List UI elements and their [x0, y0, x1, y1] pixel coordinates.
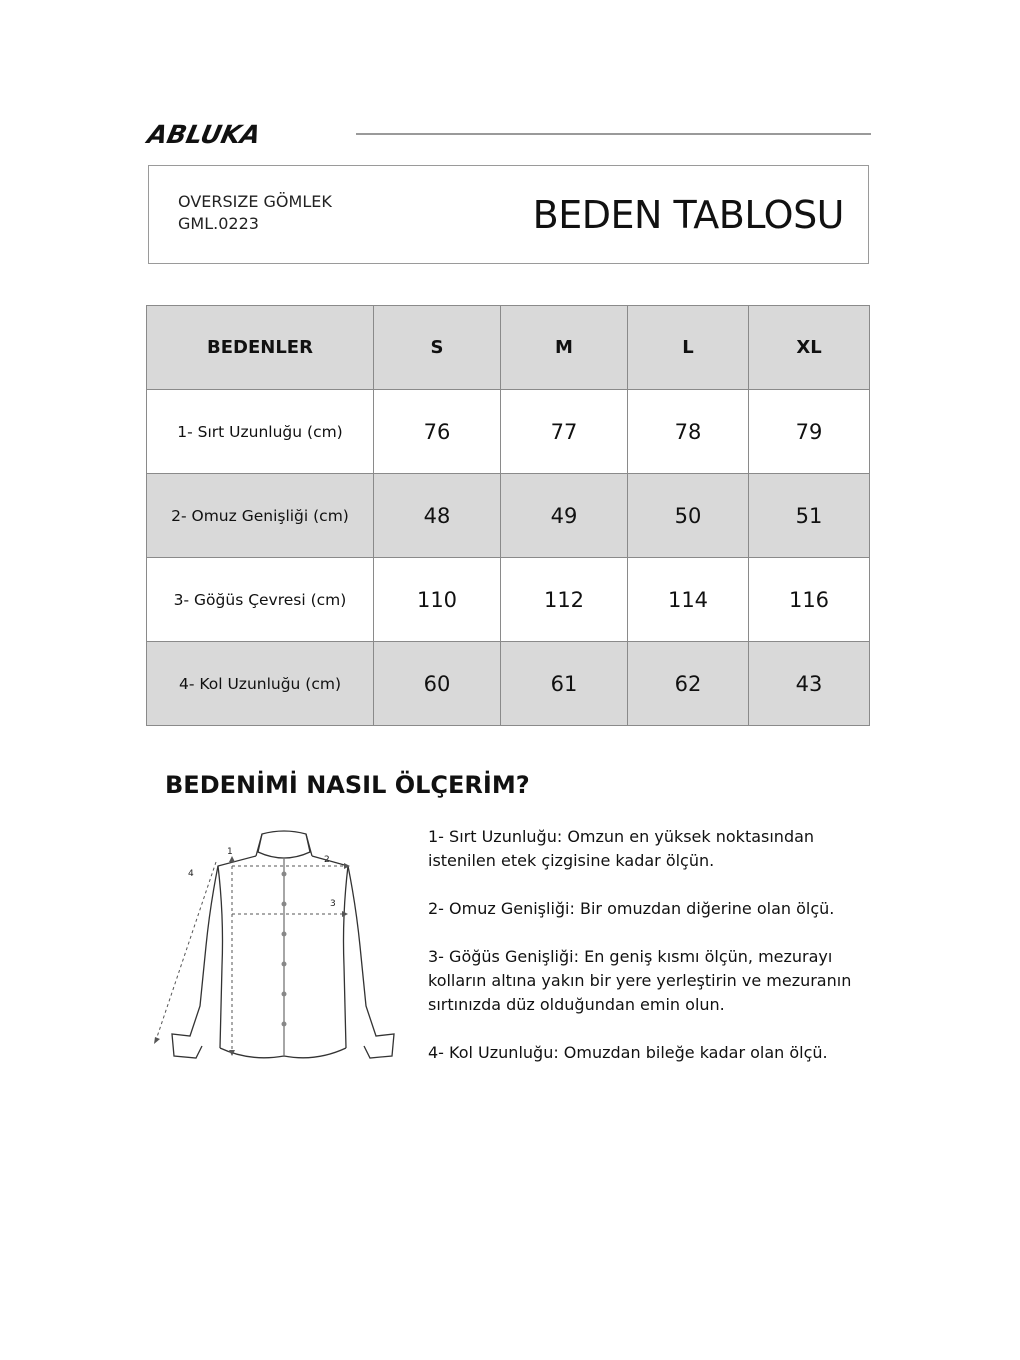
diagram-label-3: 3 — [330, 899, 336, 909]
table-cell: 48 — [374, 474, 501, 558]
table-cell: 114 — [628, 558, 749, 642]
size-table — [146, 305, 870, 726]
table-cell: 60 — [374, 642, 501, 726]
product-name: OVERSIZE GÖMLEK — [178, 192, 332, 211]
column-header-sizes: BEDENLER — [147, 306, 374, 390]
table-cell: 110 — [374, 558, 501, 642]
table-cell: 77 — [501, 390, 628, 474]
brand-logo: ABLUKA — [145, 120, 264, 149]
diagram-label-2: 2 — [324, 855, 330, 865]
row-label: 1- Sırt Uzunluğu (cm) — [147, 390, 374, 474]
diagram-label-4: 4 — [188, 869, 194, 879]
row-label: 3- Göğüs Çevresi (cm) — [147, 558, 374, 642]
table-row — [147, 474, 870, 558]
table-cell: 50 — [628, 474, 749, 558]
table-cell: 51 — [749, 474, 870, 558]
instruction-shoulder-width: 2- Omuz Genişliği: Bir omuzdan diğerine olan ölçü. — [428, 899, 835, 918]
row-label: 4- Kol Uzunluğu (cm) — [147, 642, 374, 726]
column-header-m: M — [501, 306, 628, 390]
instruction-chest-width: 3- Göğüs Genişliği: En geniş kısmı ölçün, mezurayı kolların altına yakın bir yere yerleştirin ve mezuranın sırtınızda düz olduğundan emin olun. — [428, 947, 852, 1014]
table-cell: 76 — [374, 390, 501, 474]
column-header-l: L — [628, 306, 749, 390]
table-cell: 43 — [749, 642, 870, 726]
table-cell: 62 — [628, 642, 749, 726]
table-cell: 61 — [501, 642, 628, 726]
table-header-row — [147, 306, 870, 390]
header-box — [148, 165, 869, 264]
column-header-xl: XL — [749, 306, 870, 390]
table-cell: 79 — [749, 390, 870, 474]
instruction-back-length: 1- Sırt Uzunluğu: Omzun en yüksek noktasından istenilen etek çizgisine kadar ölçün. — [428, 827, 815, 870]
product-code: GML.0223 — [178, 214, 259, 233]
shirt-measurement-diagram — [150, 826, 405, 1071]
table-row — [147, 390, 870, 474]
column-header-s: S — [374, 306, 501, 390]
page-title: BEDEN TABLOSU — [532, 193, 844, 237]
table-row — [147, 558, 870, 642]
measurement-instructions — [428, 825, 868, 1089]
row-label: 2- Omuz Genişliği (cm) — [147, 474, 374, 558]
table-row — [147, 642, 870, 726]
how-to-measure-title: BEDENİMİ NASIL ÖLÇERİM? — [165, 771, 530, 799]
header-divider — [356, 133, 871, 135]
diagram-label-1: 1 — [227, 847, 233, 857]
table-cell: 49 — [501, 474, 628, 558]
table-cell: 116 — [749, 558, 870, 642]
table-cell: 78 — [628, 390, 749, 474]
table-cell: 112 — [501, 558, 628, 642]
instruction-sleeve-length: 4- Kol Uzunluğu: Omuzdan bileğe kadar olan ölçü. — [428, 1043, 828, 1062]
